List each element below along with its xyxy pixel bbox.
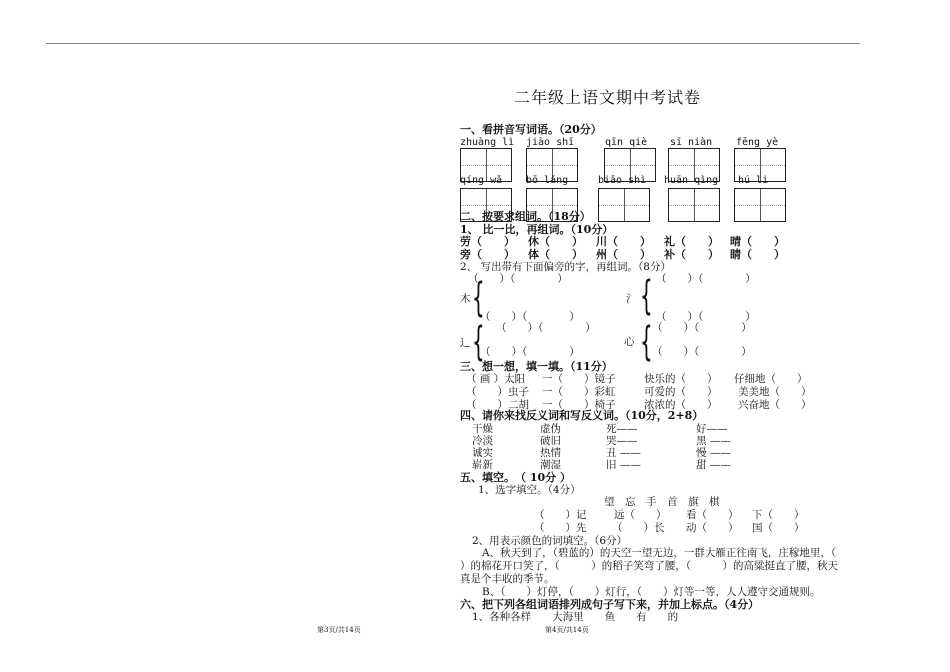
- fill-item: 动（ ）: [686, 522, 739, 534]
- pinyin-6: qíng wǎ: [460, 175, 503, 186]
- radical-shui: 氵: [626, 293, 637, 305]
- fill-item: 国（ ）: [752, 522, 805, 534]
- radical-blank: （ ）（ ）: [656, 311, 756, 323]
- fill-item: （ ）先: [534, 522, 587, 534]
- compare-item: 睛（ ）: [730, 248, 785, 261]
- page-title: 二年级上语文期中考试卷: [514, 88, 702, 107]
- compare-item: 体（ ）: [528, 248, 583, 261]
- fill-item: 美美地（ ）: [738, 386, 812, 398]
- compare-item: 川（ ）: [596, 235, 651, 248]
- brace-icon: {: [472, 275, 485, 321]
- writing-grid[interactable]: [734, 188, 786, 222]
- section-4-heading: 四、请你来找反义词和写反义词。（10分，2+8）: [460, 409, 704, 422]
- section-5-heading: 五、填空。 （ 10分 ）: [460, 471, 571, 484]
- antonym-word: 虚伪: [540, 423, 561, 435]
- compare-item: 劳（ ）: [460, 235, 515, 248]
- antonym-word: 丑 ——: [606, 447, 641, 459]
- pinyin-9: huān qìng: [664, 175, 719, 186]
- pinyin-10: hú li: [738, 175, 769, 186]
- fill-item: （ ）二胡: [466, 399, 529, 411]
- antonym-word: 热情: [540, 447, 561, 459]
- antonym-word: 干燥: [472, 423, 493, 435]
- fill-item: 快乐的（ ）: [644, 373, 718, 385]
- antonym-word: 冷淡: [472, 435, 493, 447]
- writing-grid[interactable]: [668, 188, 720, 222]
- pinyin-4: sī niàn: [670, 137, 713, 148]
- antonym-word: 破旧: [540, 435, 561, 447]
- compare-item: 州（ ）: [596, 248, 651, 261]
- antonym-word: 潮湿: [540, 459, 561, 471]
- question-2-2: 2、 写出带有下面偏旁的字，再组词。（8分）: [460, 261, 671, 273]
- fill-item: 可爱的（ ）: [644, 386, 718, 398]
- fill-item: 一（ ）椅子: [542, 399, 616, 411]
- fill-item: 兴奋地（ ）: [738, 399, 812, 411]
- antonym-word: 死——: [606, 423, 638, 435]
- page-number-left: 第3页/共14页: [317, 626, 361, 634]
- paragraph-line: A、秋天到了，（碧蓝的）的天空一望无边，一群大雁正往南飞，庄稼地里，（: [482, 547, 837, 559]
- header-rule: [46, 43, 860, 44]
- question-2-1: 1、 比一比，再组词。（10分）: [460, 223, 614, 236]
- pinyin-7: bō lǎng: [526, 175, 569, 186]
- antonym-word: 哭——: [606, 435, 638, 447]
- antonym-word: 甜 ——: [696, 459, 731, 471]
- radical-blank: （ ）（ ）: [480, 346, 580, 358]
- radical-blank: （ ）（ ）: [480, 311, 580, 323]
- radical-blank: （ ）（ ）: [652, 322, 752, 334]
- question-5-1: 1、选字填空。（4分）: [478, 484, 581, 496]
- pinyin-8: biǎo shì: [598, 175, 647, 186]
- antonym-word: 黑 ——: [696, 435, 731, 447]
- question-5-2: 2、用表示颜色的词填空。（6分）: [472, 535, 628, 547]
- section-6-heading: 六、把下列各组词语排列成句子写下来，并加上标点。（4分）: [460, 598, 760, 611]
- paragraph-line: B、（ ）灯停，（ ）灯行，（ ）灯等一等，人人遵守交通规则。: [482, 586, 821, 598]
- fill-item: 远（ ）: [614, 509, 667, 521]
- radical-blank: （ ）（ ）: [656, 273, 756, 285]
- compare-item: 礼（ ）: [664, 235, 719, 248]
- fill-item: （ 画 ）太阳: [466, 373, 526, 385]
- page-number-right: 第4页/共14页: [545, 626, 589, 634]
- writing-grid[interactable]: [598, 188, 650, 222]
- compare-item: 休（ ）: [528, 235, 583, 248]
- pinyin-2: jiào shī: [526, 137, 575, 148]
- radical-blank: （ ）（ ）: [652, 346, 752, 358]
- fill-item: （ ）长: [612, 522, 665, 534]
- fill-item: （ ）记: [534, 509, 587, 521]
- antonym-word: 旧 ——: [606, 459, 641, 471]
- radical-blank: （ ）（ ）: [496, 322, 596, 334]
- fill-item: 浓浓的（ ）: [644, 399, 718, 411]
- antonym-word: 诚实: [472, 447, 493, 459]
- pinyin-3: qīn qiè: [605, 137, 648, 148]
- radical-mu: 木: [460, 293, 471, 305]
- fill-item: 一（ ）镜子: [542, 373, 616, 385]
- radical-blank: （ ）（ ）: [468, 273, 568, 285]
- pinyin-5: fēng yè: [736, 137, 779, 148]
- compare-item: 旁（ ）: [460, 248, 515, 261]
- section-1-heading: 一、看拼音写词语。（20分）: [460, 123, 602, 136]
- compare-item: 晴（ ）: [730, 235, 785, 248]
- fill-item: 一（ ）彩虹: [542, 386, 616, 398]
- question-6-1: 1、各种各样 大海里 鱼 有 的: [472, 611, 679, 623]
- fill-item: 仔细地（ ）: [734, 373, 808, 385]
- antonym-word: 好——: [696, 423, 728, 435]
- section-2-heading: 二、按要求组词。（18分）: [460, 210, 591, 223]
- brace-icon: {: [640, 319, 653, 365]
- fill-item: 下（ ）: [752, 509, 805, 521]
- fill-item: 看（ ）: [686, 509, 739, 521]
- antonym-word: 崭新: [472, 459, 493, 471]
- radical-zou: 辶: [460, 337, 471, 349]
- radical-xin: 心: [624, 336, 635, 348]
- paragraph-line: 真是个丰收的季节。: [460, 573, 555, 585]
- fill-item: （ ）虫子: [466, 386, 529, 398]
- section-3-heading: 三、想一想，填一填。（11分）: [460, 360, 613, 373]
- paragraph-line: ）的棉花开口笑了，（ ）的稻子笑弯了腰，（ ）的高粱挺直了腰，秋天: [460, 560, 838, 572]
- antonym-word: 慢 ——: [696, 447, 731, 459]
- compare-item: 补（ ）: [664, 248, 719, 261]
- brace-icon: {: [472, 319, 485, 365]
- brace-icon: {: [640, 273, 653, 319]
- pinyin-1: zhuàng lì: [460, 137, 515, 148]
- char-options: 望 忘 手 首 旗 棋: [604, 496, 720, 508]
